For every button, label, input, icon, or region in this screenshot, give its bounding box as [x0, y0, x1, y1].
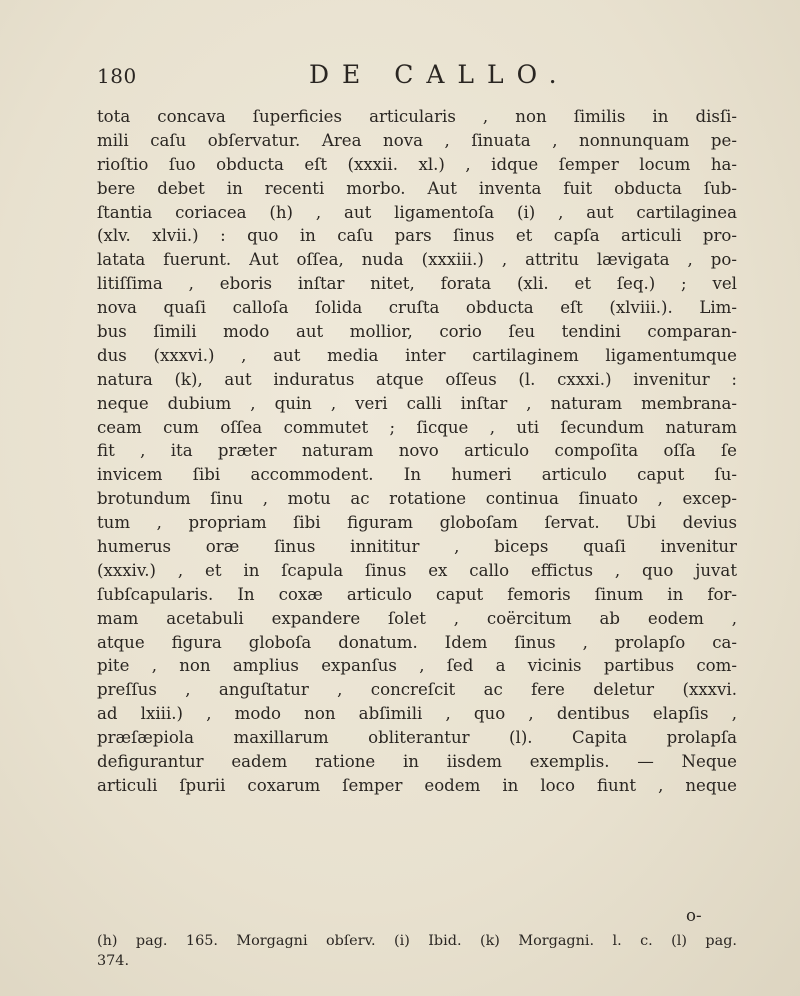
- text-line: dus (xxxvi.) , aut media inter cartilaginem ligamentumque: [97, 345, 737, 365]
- text-line: invicem ſibi accommodent. In humeri articulo caput ſu-: [97, 465, 737, 485]
- text-line: tota concava ſuperficies articularis , non ſimilis in disſi-: [97, 107, 737, 126]
- text-line: articuli ſpurii coxarum ſemper eodem in loco fiunt , neque: [97, 775, 737, 795]
- running-title: DE CALLO.: [309, 60, 570, 89]
- text-line: bere debet in recenti morbo. Aut inventa fuit obducta ſub-: [97, 178, 737, 198]
- text-line: mili caſu obſervatur. Area nova , ſinuata , nonnunquam pe-: [97, 130, 737, 150]
- text-line: (xlv. xlvii.) : quo in caſu pars ſinus et capſa articuli pro-: [97, 226, 737, 246]
- footnote-line: (h) pag. 165. Morgagni obſerv. (i) Ibid. (k) Morgagni. l. c. (l) pag.: [97, 933, 737, 949]
- catchword: o-: [686, 906, 702, 925]
- text-line: (xxxiv.) , et in ſcapula ſinus ex callo effictus , quo juvat: [97, 560, 737, 580]
- text-line: nova quaſi calloſa ſolida cruſta obducta eſt (xlviii.). Lim-: [97, 298, 737, 318]
- text-line: ſubſcapularis. In coxæ articulo caput femoris ſinum in for-: [97, 584, 737, 604]
- text-line: latata fuerunt. Aut oſſea, nuda (xxxiii.) , attritu lævigata , po-: [97, 250, 737, 270]
- text-line: natura (k), aut induratus atque oſſeus (l. cxxxi.) invenitur :: [97, 369, 737, 389]
- text-line: mam acetabuli expandere ſolet , coërcitum ab eodem ,: [97, 608, 737, 628]
- text-line: bus ſimili modo aut mollior, corio ſeu tendini comparan-: [97, 322, 737, 342]
- footnote-line: 374.: [97, 953, 130, 969]
- text-line: defigurantur eadem ratione in iisdem exemplis. — Neque: [97, 752, 737, 772]
- text-line: pite , non amplius expanſus , ſed a vicinis partibus com-: [97, 656, 737, 676]
- text-line: ceam cum oſſea commutet ; ſicque , uti ſecundum naturam: [97, 417, 737, 437]
- text-line: ſtantia coriacea (h) , aut ligamentoſa (i) , aut cartilaginea: [97, 202, 737, 222]
- text-line: rioſtio ſuo obducta eſt (xxxii. xl.) , idque ſemper locum ha-: [97, 154, 737, 174]
- text-line: tum , propriam ſibi figuram globoſam ſervat. Ubi devius: [97, 513, 737, 533]
- page-header: [97, 60, 737, 94]
- text-line: humerus oræ ſinus innititur , biceps quaſi invenitur: [97, 537, 737, 557]
- body-text: [97, 105, 737, 798]
- text-line: fit , ita præter naturam novo articulo compoſita oſſa ſe: [97, 441, 737, 461]
- page-number: 180: [97, 64, 137, 88]
- text-line: preſſus , anguſtatur , concreſcit ac fere deletur (xxxvi.: [97, 680, 737, 700]
- text-line: præſæpiola maxillarum obliterantur (l). Capita prolapſa: [97, 728, 737, 748]
- text-line: neque dubium , quin , veri calli inſtar , naturam membrana-: [97, 393, 737, 413]
- footnotes: [97, 931, 737, 971]
- text-line: litiſſima , eboris inſtar nitet, forata (xli. et ſeq.) ; vel: [97, 274, 737, 294]
- text-line: ad lxiii.) , modo non abſimili , quo , dentibus elapſis ,: [97, 704, 737, 724]
- text-line: atque figura globoſa donatum. Idem ſinus , prolapſo ca-: [97, 632, 737, 652]
- text-line: brotundum ſinu , motu ac rotatione continua ſinuato , excep-: [97, 489, 737, 509]
